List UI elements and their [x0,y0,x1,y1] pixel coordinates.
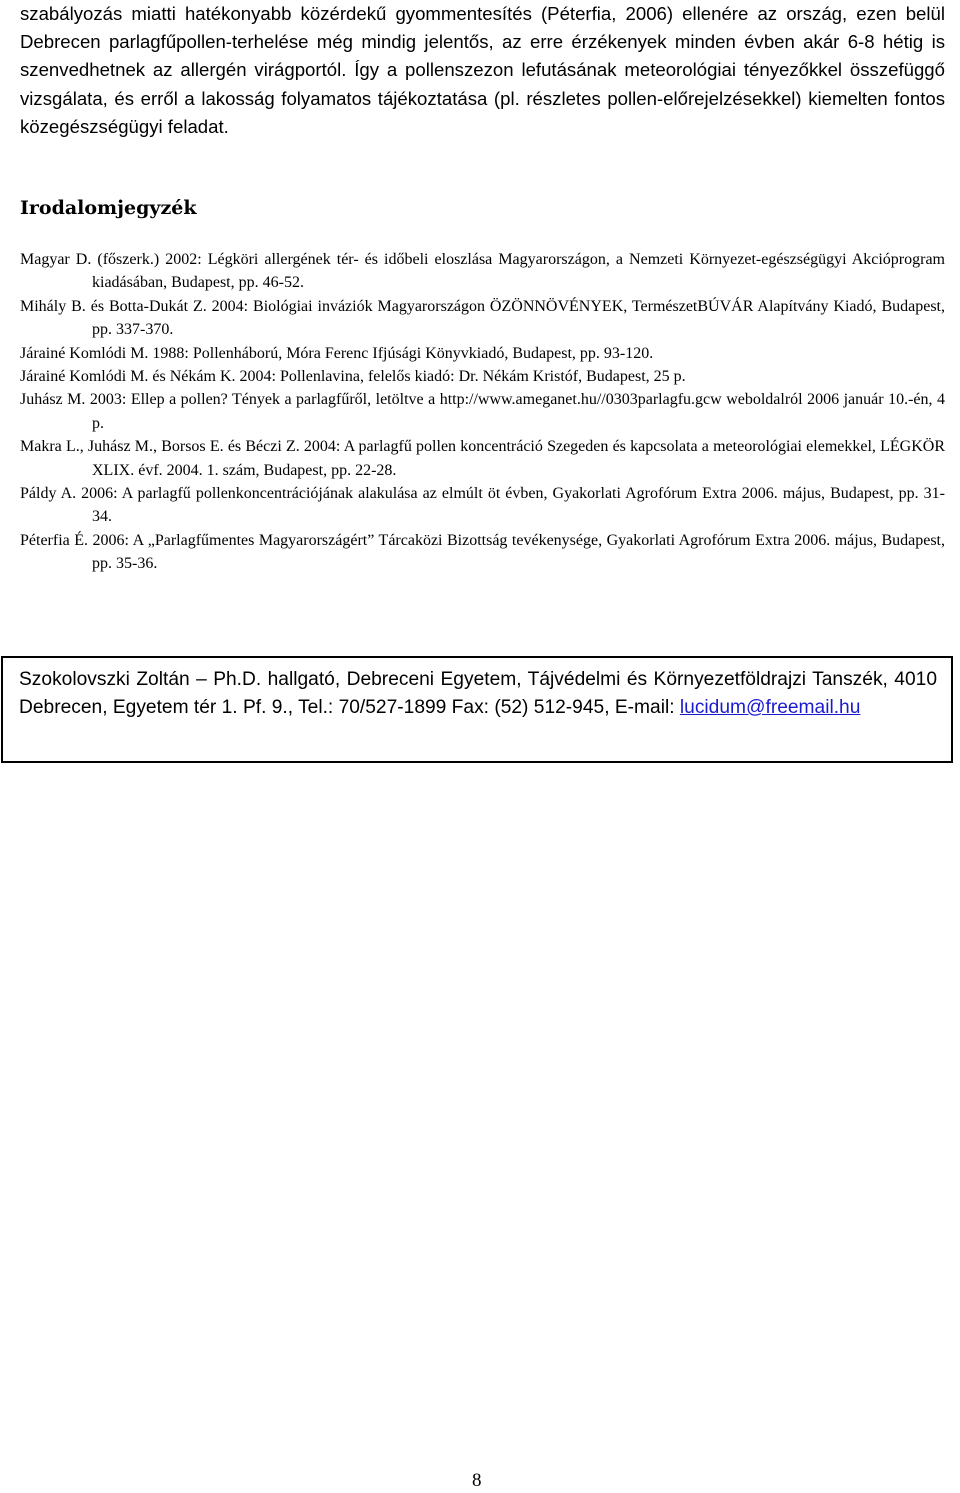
reference-item [20,295,945,342]
reference-item [20,388,945,435]
reference-authors: Péterfia É. [20,531,89,549]
intro-paragraph: szabályozás miatti hatékonyabb közérdekű gyommentesítés (Péterfia, 2006) ellenére az ország, ezen belül Debrecen parlagfűpollen-terhelése még mindig jelentős, az erre érzékenyek minden évben akár 6-8 hétig is szenvedhetnek az allergén virágportól. Így a pollenszezon lefutásának meteorológiai tényezőkkel összefüggő vizsgálata, és erről a lakosság folyamatos tájékoztatása (pl. részletes pollen-előrejelzésekkel) kiemelten fontos közegészségügyi feladat. [20,3,945,137]
reference-text: 2004: Pollenlavina, felelős kiadó: Dr. Nékám Kristóf, Budapest, 25 p. [235,368,686,386]
reference-text: 2003: Ellep a pollen? Tények a parlagfűről, letöltve a http://www.ameganet.hu//0303parlagfu.gcw weboldalról 2006 január 10.-én, 4 p. [85,391,946,432]
author-info-box [1,656,953,763]
reference-item [20,482,945,529]
author-info-text: Szokolovszki Zoltán – Ph.D. hallgató, Debreceni Egyetem, Tájvédelmi és Környezetföldrajzi Tanszék, 4010 Debrecen, Egyetem tér 1. Pf. 9., Tel.: 70/527-1899 Fax: (52) 512-945, E-mail: [19,669,937,718]
reference-item [20,365,945,388]
reference-authors: Juhász M. [20,391,86,409]
reference-item [20,435,945,482]
author-email-link[interactable]: lucidum@freemail.hu [679,697,861,718]
reference-list [20,248,945,576]
reference-text: 2006: A parlagfű pollenkoncentrációjának alakulása az elmúlt öt évben, Gyakorlati Agrofórum Extra 2006. május, Budapest, pp. 31-34. [76,485,946,526]
reference-text: 1988: Pollenháború, Móra Ferenc Ifjúsági Könyvkiadó, Budapest, pp. 93-120. [148,344,654,362]
reference-item [20,529,945,576]
reference-item [20,248,945,295]
reference-authors: Mihály B. és Botta-Dukát Z. [20,297,207,315]
reference-text: 2004: A parlagfű pollen koncentráció Szegeden és kapcsolata a meteorológiai elemekkel, LÉGKÖR XLIX. évf. 2004. 1. szám, Budapest, pp. 22-28. [92,438,945,479]
reference-authors: Járainé Komlódi M. és Nékám K. [20,368,236,386]
reference-authors: Magyar D. (főszerk.) [20,251,160,268]
reference-authors: Makra L., Juhász M., Borsos E. és Béczi Z. [20,438,300,456]
reference-authors: Járainé Komlódi M. [20,344,149,362]
reference-authors: Páldy A. [20,485,77,503]
references-heading: Irodalomjegyzék [20,197,197,219]
reference-item [20,342,945,365]
reference-text: 2002: Légköri allergének tér- és időbeli eloszlása Magyarországon, a Nemzeti Környezet-egészségügyi Akcióprogram kiadásában, Budapest, pp. 46-52. [92,251,946,292]
reference-text: 2004: Biológiai inváziók Magyarországon ÖZÖNNÖVÉNYEK, TermészetBÚVÁR Alapítvány Kiadó, Budapest, pp. 337-370. [92,297,945,339]
reference-text: 2006: A „Parlagfűmentes Magyarországért” Tárcaközi Bizottság tevékenysége, Gyakorlati Agrofórum Extra 2006. május, Budapest, pp. 35-36. [88,531,945,573]
page-number: 8 [472,1470,482,1491]
